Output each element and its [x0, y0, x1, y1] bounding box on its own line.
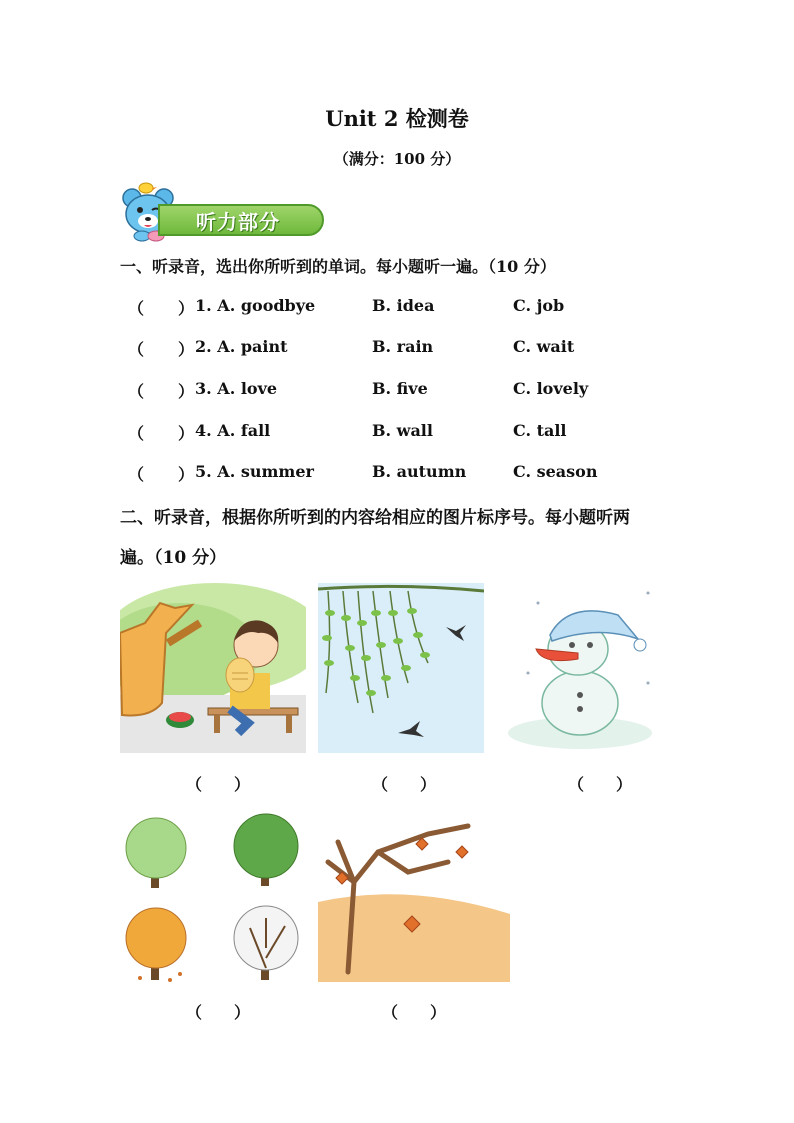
listening-banner [118, 180, 328, 242]
winter-picture [498, 583, 658, 753]
answer-blank-4[interactable]: （ ） [186, 1003, 251, 1022]
question-row [120, 337, 720, 361]
option-c: C. wait [513, 337, 575, 356]
answer-paren-open: （ [128, 382, 145, 401]
option-a: 5. A. summer [195, 462, 314, 481]
four-seasons-trees-picture [120, 808, 306, 986]
option-a: 1. A. goodbye [195, 296, 316, 315]
page-title: Unit 2 检测卷 [325, 106, 469, 131]
answer-blank-1[interactable]: （ ） [186, 775, 251, 794]
spring-picture [318, 583, 484, 753]
option-b: B. wall [372, 421, 433, 440]
section2-heading-line2: 遍。（10 分） [120, 548, 227, 568]
option-a: 4. A. fall [195, 421, 271, 440]
answer-blank-5[interactable]: （ ） [382, 1003, 447, 1022]
option-c: C. job [513, 296, 565, 315]
answer-paren-open: （ [128, 299, 145, 318]
answer-paren-open: （ [128, 340, 145, 359]
banner-label: 听力部分 [196, 210, 280, 234]
option-c: C. lovely [513, 379, 589, 398]
option-c: C. tall [513, 421, 567, 440]
option-b: B. autumn [372, 462, 467, 481]
question-row [120, 421, 720, 445]
question-row [120, 296, 720, 320]
section1-heading: 一、听录音，选出你所听到的单词。每小题听一遍。（10 分） [120, 257, 556, 276]
answer-blank-3[interactable]: （ ） [568, 775, 633, 794]
answer-paren-close: ） [178, 424, 195, 443]
question-row [120, 462, 720, 486]
option-a: 2. A. paint [195, 337, 288, 356]
answer-paren-open: （ [128, 465, 145, 484]
answer-paren-open: （ [128, 424, 145, 443]
autumn-picture [318, 822, 510, 982]
question-row [120, 379, 720, 403]
answer-paren-close: ） [178, 382, 195, 401]
score-note: （满分：100 分） [333, 150, 461, 168]
summer-picture [120, 583, 306, 753]
option-b: B. idea [372, 296, 435, 315]
option-b: B. five [372, 379, 428, 398]
section2-heading-line1: 二、听录音，根据你所听到的内容给相应的图片标序号。每小题听两 [120, 508, 630, 528]
option-b: B. rain [372, 337, 434, 356]
answer-blank-2[interactable]: （ ） [372, 775, 437, 794]
answer-paren-close: ） [178, 465, 195, 484]
answer-paren-close: ） [178, 340, 195, 359]
option-c: C. season [513, 462, 598, 481]
option-a: 3. A. love [195, 379, 278, 398]
answer-paren-close: ） [178, 299, 195, 318]
